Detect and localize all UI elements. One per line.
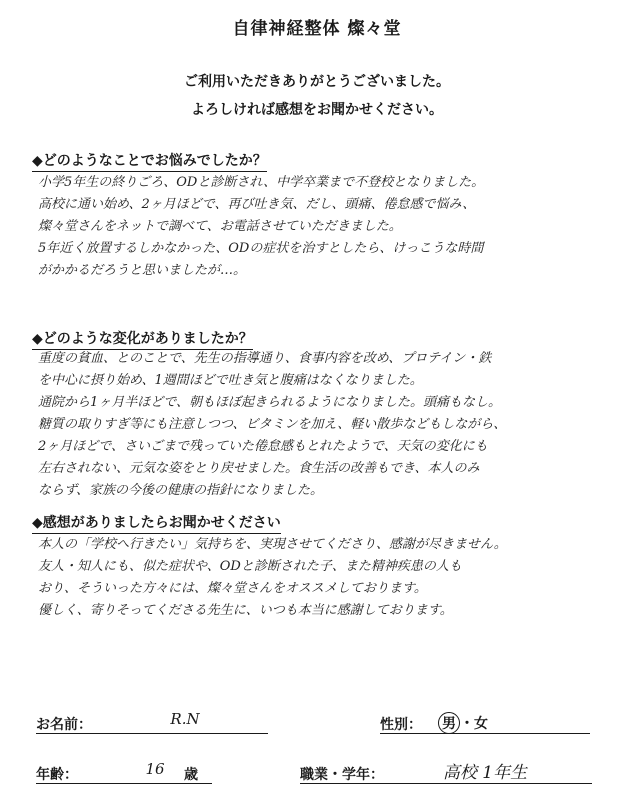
- name-underline: [36, 733, 268, 734]
- question-impression: ◆感想がありましたらお聞かせください: [32, 512, 281, 534]
- answer-line: 高校に通い始め、2ヶ月ほどで、再び吐き気、だし、頭痛、倦怠感で悩み、: [38, 197, 476, 212]
- answer-line: 本人の「学校へ行きたい」気持ちを、実現させてくださり、感謝が尽きません。: [38, 537, 507, 552]
- gender-underline: [380, 733, 590, 734]
- occupation-label: 職業・学年：: [300, 767, 384, 783]
- answer-change: [38, 348, 618, 502]
- answer-line: 5年近く放置するしかなかった、ODの症状を治すとしたら、けっこうな時間: [38, 241, 484, 256]
- answer-line: 優しく、寄りそってくださる先生に、いつも本当に感謝しております。: [38, 603, 453, 618]
- answer-line: おり、そういった方々には、燦々堂さんをオススメしております。: [38, 581, 427, 596]
- answer-line: ならず、家族の今後の健康の指針になりました。: [38, 483, 323, 498]
- answer-line: 小学5年生の終りごろ、ODと診断され、中学卒業まで不登校となりました。: [38, 175, 485, 190]
- name-value: R.N: [170, 710, 200, 728]
- age-unit: 歳: [184, 767, 198, 783]
- gender-options: [438, 712, 488, 734]
- page-title: 自律神経整体 燦々堂: [232, 19, 402, 39]
- occupation-underline: [300, 783, 592, 784]
- age-label: 年齢：: [36, 767, 78, 783]
- gender-female-option: 女: [474, 716, 488, 732]
- answer-impression: [38, 534, 618, 622]
- intro-line-2: よろしければ感想をお聞かせください。: [191, 102, 443, 118]
- age-underline: [36, 783, 212, 784]
- answer-line: 通院から1ヶ月半ほどで、朝もほぼ起きられるようになりました。頭痛もなし。: [38, 395, 502, 410]
- answer-line: 2ヶ月ほどで、さいごまで残っていた倦怠感もとれたようで、天気の変化にも: [38, 439, 488, 454]
- answer-line: 重度の貧血、とのことで、先生の指導通り、食事内容を改め、プロテイン・鉄: [38, 351, 492, 366]
- gender-male-option: 男: [438, 712, 460, 734]
- answer-line: がかかるだろうと思いましたが…。: [38, 263, 247, 278]
- question-concern: ◆どのようなことでお悩みでしたか？: [32, 150, 267, 172]
- question-change: ◆どのような変化がありましたか？: [32, 328, 253, 350]
- answer-line: 燦々堂さんをネットで調べて、お電話させていただきました。: [38, 219, 402, 234]
- answer-concern: [38, 172, 618, 282]
- age-value: 16: [145, 760, 165, 778]
- answer-line: を中心に摂り始め、1週間ほどで吐き気と腹痛はなくなりました。: [38, 373, 423, 388]
- answer-line: 糖質の取りすぎ等にも注意しつつ、ビタミンを加え、軽い散歩などもしながら、: [38, 417, 507, 432]
- answer-line: 左右されない、元気な姿をとり戻せました。食生活の改善もでき、本人のみ: [38, 461, 480, 476]
- intro-text: [0, 68, 634, 124]
- gender-separator: ・: [460, 716, 474, 732]
- answer-line: 友人・知人にも、似た症状や、ODと診断された子、また精神疾患の人も: [38, 559, 462, 574]
- occupation-value: 高校 1年生: [442, 763, 528, 783]
- gender-label: 性別：: [380, 717, 422, 733]
- name-label: お名前：: [36, 717, 92, 733]
- intro-line-1: ご利用いただきありがとうございました。: [184, 74, 450, 90]
